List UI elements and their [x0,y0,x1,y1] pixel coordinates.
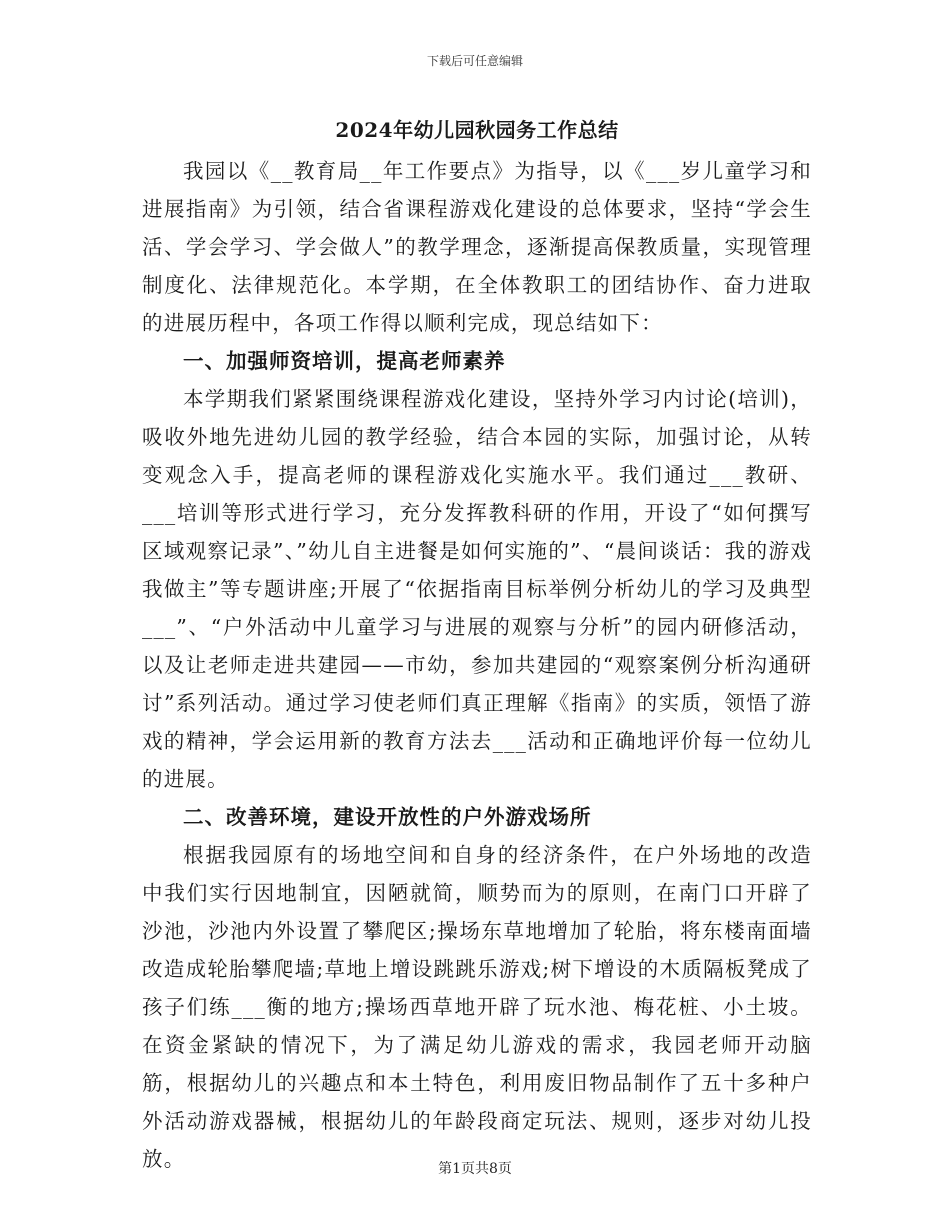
page-number-footer: 第1页共8页 [438,1161,512,1177]
intro-paragraph: 我园以《__教育局__年工作要点》为指导，以《___岁儿童学习和进展指南》为引领，结合省课程游戏化建设的总体要求，坚持“学会生活、学会学习、学会做人”的教学理念，逐渐提高保教质量，实现管理制度化、法律规范化。本学期，在全体教职工的团结协作、奋力进取的进展历程中，各项工作得以顺利完成，现总结如下： [142,159,812,335]
header-note: 下载后可任意编辑 [426,54,523,68]
document-body [142,112,812,1178]
section-1-heading: 一、加强师资培训，提高老师素养 [183,349,506,373]
document-title: 2024年幼儿园秋园务工作总结 [335,118,619,142]
section-2-heading: 二、改善环境，建设开放性的户外游戏场所 [183,805,592,829]
section-1-paragraph: 本学期我们紧紧围绕课程游戏化建设，坚持外学习内讨论(培训)，吸收外地先进幼儿园的教学经验，结合本园的实际，加强讨论，从转变观念入手，提高老师的课程游戏化实施水平。我们通过___教研、___培训等形式进行学习，充分发挥教科研的作用，开设了“如何撰写区域观察记录”、”幼儿自主进餐是如何实施的”、“晨间谈话：我的游戏我做主”等专题讲座;开展了“依据指南目标举例分析幼儿的学习及典型___”、“户外活动中儿童学习与进展的观察与分析”的园内研修活动，以及让老师走进共建园——市幼，参加共建园的“观察案例分析沟通研讨”系列活动。通过学习使老师们真正理解《指南》的实质，领悟了游戏的精神，学会运用新的教育方法去___活动和正确地评价每一位幼儿的进展。 [142,387,812,791]
section-2-paragraph: 根据我园原有的场地空间和自身的经济条件，在户外场地的改造中我们实行因地制宜，因陋就简，顺势而为的原则，在南门口开辟了沙池，沙池内外设置了攀爬区;操场东草地增加了轮胎，将东楼南面墙改造成轮胎攀爬墙;草地上增设跳跳乐游戏;树下增设的木质隔板凳成了孩子们练___衡的地方;操场西草地开辟了玩水池、梅花桩、小土坡。在资金紧缺的情况下，为了满足幼儿游戏的需求，我园老师开动脑筋，根据幼儿的兴趣点和本土特色，利用废旧物品制作了五十多种户外活动游戏器械，根据幼儿的年龄段商定玩法、规则，逐步对幼儿投放。 [142,843,812,1171]
